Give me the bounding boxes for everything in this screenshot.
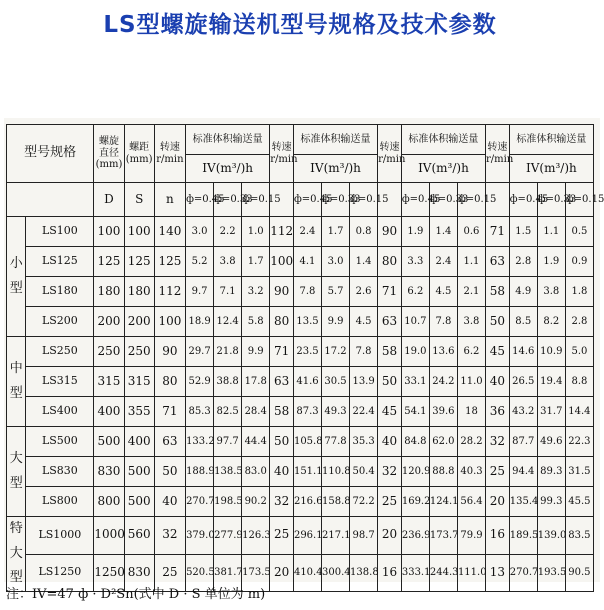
capacity-cell: 12.4 [214, 307, 242, 337]
capacity-cell: 31.5 [565, 457, 593, 487]
header-phi-045: ф=0.45 [509, 183, 537, 217]
model-cell: LS800 [26, 487, 94, 517]
capacity-cell: 2.1 [457, 277, 485, 307]
diameter-cell: 180 [94, 277, 124, 307]
capacity-cell: 85.3 [186, 397, 214, 427]
capacity-cell: 13.5 [293, 307, 321, 337]
diameter-cell: 315 [94, 367, 124, 397]
capacity-cell: 1.9 [401, 217, 429, 247]
capacity-cell: 110.8 [322, 457, 350, 487]
speed-cell: 16 [378, 554, 402, 592]
speed-cell: 25 [270, 517, 294, 555]
speed-cell: 25 [378, 487, 402, 517]
speed-cell: 71 [154, 397, 185, 427]
group-label: 特大型 [7, 517, 26, 592]
capacity-cell: 9.7 [186, 277, 214, 307]
model-cell: LS315 [26, 367, 94, 397]
group-label: 小型 [7, 217, 26, 337]
capacity-cell: 7.8 [350, 337, 378, 367]
capacity-cell: 1.1 [457, 247, 485, 277]
capacity-cell: 7.8 [429, 307, 457, 337]
capacity-cell: 13.6 [429, 337, 457, 367]
speed-cell: 40 [378, 427, 402, 457]
speed-cell: 63 [486, 247, 510, 277]
speed-cell: 20 [486, 487, 510, 517]
capacity-cell: 49.6 [537, 427, 565, 457]
capacity-cell: 3.0 [186, 217, 214, 247]
capacity-cell: 18 [457, 397, 485, 427]
capacity-cell: 193.5 [537, 554, 565, 592]
model-cell: LS1250 [26, 554, 94, 592]
capacity-cell: 217.1 [322, 517, 350, 555]
speed-cell: 50 [378, 367, 402, 397]
header-phi-045: ф=0.45 [293, 183, 321, 217]
header-capacity-2: 标准体积输送量 [293, 125, 377, 155]
diameter-cell: 1250 [94, 554, 124, 592]
speed-cell: 32 [270, 487, 294, 517]
header-capacity-unit-1: IV(m³/)h [186, 155, 270, 183]
capacity-cell: 98.7 [350, 517, 378, 555]
speed-cell: 80 [154, 367, 185, 397]
capacity-cell: 50.4 [350, 457, 378, 487]
capacity-cell: 173.7 [429, 517, 457, 555]
capacity-cell: 1.4 [429, 217, 457, 247]
capacity-cell: 270.7 [509, 554, 537, 592]
header-capacity-unit-4: IV(m³/)h [509, 155, 593, 183]
capacity-cell: 7.1 [214, 277, 242, 307]
capacity-cell: 135.4 [509, 487, 537, 517]
speed-cell: 50 [270, 427, 294, 457]
header-capacity-3: 标准体积输送量 [401, 125, 485, 155]
speed-cell: 58 [486, 277, 510, 307]
header-phi-015: ф=0.15 [565, 183, 593, 217]
speed-cell: 80 [378, 247, 402, 277]
capacity-cell: 120.9 [401, 457, 429, 487]
speed-cell: 71 [486, 217, 510, 247]
capacity-cell: 300.4 [322, 554, 350, 592]
speed-cell: 100 [270, 247, 294, 277]
header-capacity-4: 标准体积输送量 [509, 125, 593, 155]
formula-note: 注：IV=47 ф · D²Sn(式中 D · S 单位为 m) [6, 587, 266, 602]
table-row [7, 217, 594, 247]
speed-cell: 90 [378, 217, 402, 247]
capacity-cell: 11.0 [457, 367, 485, 397]
capacity-cell: 4.5 [429, 277, 457, 307]
speed-cell: 63 [270, 367, 294, 397]
table-row [7, 487, 594, 517]
capacity-cell: 105.8 [293, 427, 321, 457]
capacity-cell: 33.1 [401, 367, 429, 397]
capacity-cell: 296.1 [293, 517, 321, 555]
capacity-cell: 1.1 [537, 217, 565, 247]
capacity-cell: 35.3 [350, 427, 378, 457]
capacity-cell: 216.6 [293, 487, 321, 517]
capacity-cell: 6.2 [457, 337, 485, 367]
capacity-cell: 18.9 [186, 307, 214, 337]
capacity-cell: 379.0 [186, 517, 214, 555]
capacity-cell: 40.3 [457, 457, 485, 487]
header-symbol-s: S [124, 183, 154, 217]
group-label: 中型 [7, 337, 26, 427]
capacity-cell: 3.8 [457, 307, 485, 337]
group-label: 大型 [7, 427, 26, 517]
header-model-spec: 型号规格 [7, 125, 94, 183]
diameter-cell: 200 [94, 307, 124, 337]
pitch-cell: 315 [124, 367, 154, 397]
capacity-cell: 5.0 [565, 337, 593, 367]
table-row [7, 367, 594, 397]
capacity-cell: 30.5 [322, 367, 350, 397]
capacity-cell: 158.8 [322, 487, 350, 517]
diameter-cell: 800 [94, 487, 124, 517]
capacity-cell: 10.7 [401, 307, 429, 337]
pitch-cell: 830 [124, 554, 154, 592]
capacity-cell: 169.2 [401, 487, 429, 517]
capacity-cell: 133.2 [186, 427, 214, 457]
capacity-cell: 2.8 [509, 247, 537, 277]
capacity-cell: 1.8 [565, 277, 593, 307]
header-pitch: 螺距(mm) [124, 125, 154, 183]
speed-cell: 63 [378, 307, 402, 337]
capacity-cell: 24.2 [429, 367, 457, 397]
speed-cell: 32 [378, 457, 402, 487]
capacity-cell: 1.5 [509, 217, 537, 247]
speed-cell: 32 [486, 427, 510, 457]
table-row [7, 337, 594, 367]
capacity-cell: 173.5 [242, 554, 270, 592]
table-row [7, 307, 594, 337]
pitch-cell: 500 [124, 487, 154, 517]
capacity-cell: 77.8 [322, 427, 350, 457]
diameter-cell: 500 [94, 427, 124, 457]
capacity-cell: 381.7 [214, 554, 242, 592]
model-cell: LS400 [26, 397, 94, 427]
speed-cell: 140 [154, 217, 185, 247]
capacity-cell: 87.7 [509, 427, 537, 457]
capacity-cell: 97.7 [214, 427, 242, 457]
model-cell: LS830 [26, 457, 94, 487]
speed-cell: 20 [378, 517, 402, 555]
header-phi-045: ф=0.45 [186, 183, 214, 217]
capacity-cell: 2.4 [293, 217, 321, 247]
capacity-cell: 4.5 [350, 307, 378, 337]
capacity-cell: 14.6 [509, 337, 537, 367]
capacity-cell: 82.5 [214, 397, 242, 427]
capacity-cell: 3.8 [537, 277, 565, 307]
capacity-cell: 17.2 [322, 337, 350, 367]
capacity-cell: 49.3 [322, 397, 350, 427]
capacity-cell: 28.4 [242, 397, 270, 427]
capacity-cell: 8.8 [565, 367, 593, 397]
header-speed-4: 转速r/min [486, 125, 510, 183]
capacity-cell: 22.3 [565, 427, 593, 457]
speed-cell: 90 [154, 337, 185, 367]
capacity-cell: 0.8 [350, 217, 378, 247]
capacity-cell: 2.4 [429, 247, 457, 277]
speed-cell: 16 [486, 517, 510, 555]
speed-cell: 45 [378, 397, 402, 427]
header-diameter: 螺旋直径(mm) [94, 125, 124, 183]
capacity-cell: 198.5 [214, 487, 242, 517]
speed-cell: 40 [154, 487, 185, 517]
speed-cell: 25 [486, 457, 510, 487]
capacity-cell: 8.5 [509, 307, 537, 337]
capacity-cell: 39.6 [429, 397, 457, 427]
header-phi-033: ф=0.33 [429, 183, 457, 217]
capacity-cell: 1.7 [242, 247, 270, 277]
header-symbol-d: D [94, 183, 124, 217]
capacity-cell: 4.9 [509, 277, 537, 307]
header-phi-033: ф=0.33 [322, 183, 350, 217]
capacity-cell: 43.2 [509, 397, 537, 427]
capacity-cell: 0.9 [565, 247, 593, 277]
capacity-cell: 44.4 [242, 427, 270, 457]
capacity-cell: 3.3 [401, 247, 429, 277]
capacity-cell: 9.9 [322, 307, 350, 337]
capacity-cell: 0.5 [565, 217, 593, 247]
capacity-cell: 270.7 [186, 487, 214, 517]
header-capacity-unit-2: IV(m³/)h [293, 155, 377, 183]
model-cell: LS180 [26, 277, 94, 307]
capacity-cell: 3.0 [322, 247, 350, 277]
capacity-cell: 62.0 [429, 427, 457, 457]
capacity-cell: 88.8 [429, 457, 457, 487]
capacity-cell: 99.3 [537, 487, 565, 517]
capacity-cell: 138.5 [214, 457, 242, 487]
capacity-cell: 84.8 [401, 427, 429, 457]
speed-cell: 36 [486, 397, 510, 427]
capacity-cell: 111.0 [457, 554, 485, 592]
speed-cell: 13 [486, 554, 510, 592]
diameter-cell: 830 [94, 457, 124, 487]
capacity-cell: 79.9 [457, 517, 485, 555]
capacity-cell: 0.6 [457, 217, 485, 247]
pitch-cell: 355 [124, 397, 154, 427]
pitch-cell: 250 [124, 337, 154, 367]
capacity-cell: 41.6 [293, 367, 321, 397]
capacity-cell: 23.5 [293, 337, 321, 367]
header-capacity-1: 标准体积输送量 [186, 125, 270, 155]
capacity-cell: 83.0 [242, 457, 270, 487]
capacity-cell: 3.8 [214, 247, 242, 277]
capacity-cell: 54.1 [401, 397, 429, 427]
speed-cell: 71 [378, 277, 402, 307]
diameter-cell: 400 [94, 397, 124, 427]
capacity-cell: 520.5 [186, 554, 214, 592]
capacity-cell: 29.7 [186, 337, 214, 367]
header-phi-015: ф=0.15 [457, 183, 485, 217]
capacity-cell: 139.0 [537, 517, 565, 555]
speed-cell: 112 [270, 217, 294, 247]
speed-cell: 125 [154, 247, 185, 277]
capacity-cell: 2.6 [350, 277, 378, 307]
capacity-cell: 4.1 [293, 247, 321, 277]
table-row [7, 517, 594, 555]
speed-cell: 20 [270, 554, 294, 592]
capacity-cell: 28.2 [457, 427, 485, 457]
diameter-cell: 125 [94, 247, 124, 277]
pitch-cell: 560 [124, 517, 154, 555]
speed-cell: 71 [270, 337, 294, 367]
speed-cell: 100 [154, 307, 185, 337]
capacity-cell: 126.3 [242, 517, 270, 555]
speed-cell: 112 [154, 277, 185, 307]
capacity-cell: 188.9 [186, 457, 214, 487]
pitch-cell: 400 [124, 427, 154, 457]
header-speed-1: 转速r/min [154, 125, 185, 183]
capacity-cell: 5.7 [322, 277, 350, 307]
capacity-cell: 89.3 [537, 457, 565, 487]
capacity-cell: 1.7 [322, 217, 350, 247]
capacity-cell: 124.1 [429, 487, 457, 517]
speed-cell: 32 [154, 517, 185, 555]
capacity-cell: 138.8 [350, 554, 378, 592]
capacity-cell: 14.4 [565, 397, 593, 427]
capacity-cell: 2.8 [565, 307, 593, 337]
capacity-cell: 244.3 [429, 554, 457, 592]
capacity-cell: 277.9 [214, 517, 242, 555]
header-capacity-unit-3: IV(m³/)h [401, 155, 485, 183]
table-row [7, 427, 594, 457]
capacity-cell: 94.4 [509, 457, 537, 487]
pitch-cell: 200 [124, 307, 154, 337]
capacity-cell: 3.2 [242, 277, 270, 307]
header-phi-045: ф=0.45 [401, 183, 429, 217]
model-cell: LS250 [26, 337, 94, 367]
speed-cell: 50 [154, 457, 185, 487]
speed-cell: 40 [486, 367, 510, 397]
capacity-cell: 56.4 [457, 487, 485, 517]
header-phi-015: ф=0.15 [242, 183, 270, 217]
capacity-cell: 87.3 [293, 397, 321, 427]
capacity-cell: 31.7 [537, 397, 565, 427]
diameter-cell: 100 [94, 217, 124, 247]
model-cell: LS200 [26, 307, 94, 337]
capacity-cell: 189.5 [509, 517, 537, 555]
capacity-cell: 5.2 [186, 247, 214, 277]
header-phi-015: ф=0.15 [350, 183, 378, 217]
capacity-cell: 45.5 [565, 487, 593, 517]
model-cell: LS100 [26, 217, 94, 247]
speed-cell: 45 [486, 337, 510, 367]
header-symbol-n: n [154, 183, 185, 217]
capacity-cell: 90.2 [242, 487, 270, 517]
table-row [7, 457, 594, 487]
pitch-cell: 500 [124, 457, 154, 487]
header-row-3 [7, 183, 594, 217]
capacity-cell: 9.9 [242, 337, 270, 367]
capacity-cell: 1.9 [537, 247, 565, 277]
speed-cell: 50 [486, 307, 510, 337]
header-speed-2: 转速r/min [270, 125, 294, 183]
capacity-cell: 26.5 [509, 367, 537, 397]
capacity-cell: 38.8 [214, 367, 242, 397]
pitch-cell: 125 [124, 247, 154, 277]
capacity-cell: 19.0 [401, 337, 429, 367]
model-cell: LS500 [26, 427, 94, 457]
speed-cell: 40 [270, 457, 294, 487]
capacity-cell: 10.9 [537, 337, 565, 367]
capacity-cell: 236.9 [401, 517, 429, 555]
header-phi-033: ф=0.33 [537, 183, 565, 217]
speed-cell: 25 [154, 554, 185, 592]
capacity-cell: 2.2 [214, 217, 242, 247]
capacity-cell: 1.0 [242, 217, 270, 247]
capacity-cell: 13.9 [350, 367, 378, 397]
header-speed-3: 转速r/min [378, 125, 402, 183]
speed-cell: 58 [270, 397, 294, 427]
diameter-cell: 1000 [94, 517, 124, 555]
capacity-cell: 1.4 [350, 247, 378, 277]
table-row [7, 397, 594, 427]
capacity-cell: 52.9 [186, 367, 214, 397]
speed-cell: 58 [378, 337, 402, 367]
capacity-cell: 6.2 [401, 277, 429, 307]
header-row-1 [7, 125, 594, 155]
table-row [7, 277, 594, 307]
pitch-cell: 180 [124, 277, 154, 307]
capacity-cell: 72.2 [350, 487, 378, 517]
page-title: LS型螺旋输送机型号规格及技术参数 [103, 12, 497, 38]
pitch-cell: 100 [124, 217, 154, 247]
speed-cell: 90 [270, 277, 294, 307]
capacity-cell: 7.8 [293, 277, 321, 307]
model-cell: LS125 [26, 247, 94, 277]
header-empty [7, 183, 94, 217]
capacity-cell: 8.2 [537, 307, 565, 337]
speed-cell: 80 [270, 307, 294, 337]
capacity-cell: 17.8 [242, 367, 270, 397]
table-row [7, 247, 594, 277]
capacity-cell: 22.4 [350, 397, 378, 427]
diameter-cell: 250 [94, 337, 124, 367]
capacity-cell: 5.8 [242, 307, 270, 337]
capacity-cell: 151.1 [293, 457, 321, 487]
capacity-cell: 410.4 [293, 554, 321, 592]
capacity-cell: 21.8 [214, 337, 242, 367]
capacity-cell: 83.5 [565, 517, 593, 555]
capacity-cell: 90.5 [565, 554, 593, 592]
model-cell: LS1000 [26, 517, 94, 555]
capacity-cell: 333.1 [401, 554, 429, 592]
header-phi-033: ф=0.33 [214, 183, 242, 217]
capacity-cell: 19.4 [537, 367, 565, 397]
spec-table [6, 124, 604, 592]
speed-cell: 63 [154, 427, 185, 457]
